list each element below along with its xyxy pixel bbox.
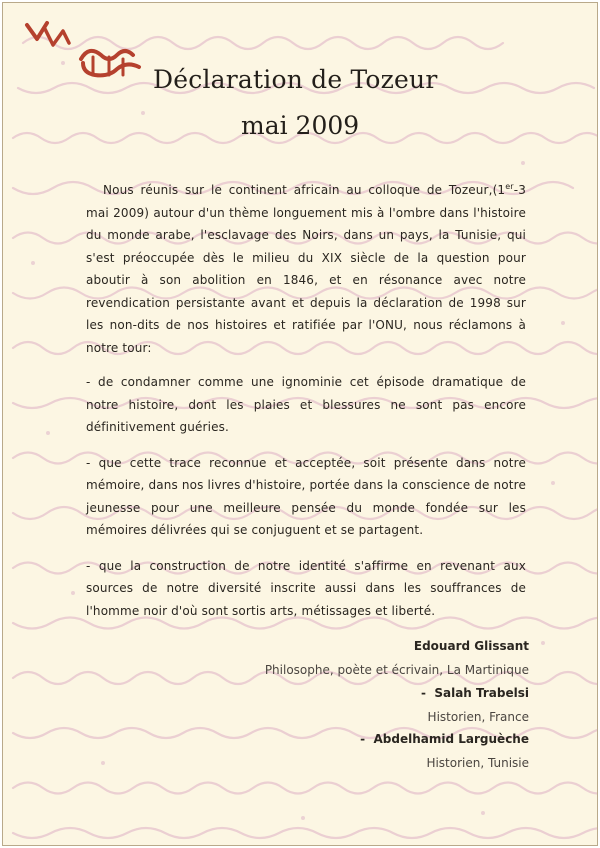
calligraphic-logo <box>23 17 153 97</box>
demand-paragraph-3: - que la construction de notre identité s'affirme en revenant aux sources de notre diversité inscrite aussi dans les souffrances de l'homme noir d'où sont sortis arts, métissages et liberté. <box>86 558 526 618</box>
signatory-role-3: Historien, Tunisie <box>426 756 529 770</box>
document-date: mai 2009 <box>241 111 360 140</box>
demand-paragraph-1: - de condamner comme une ignominie cet épisode dramatique de notre histoire, dont les plaies et blessures ne sont pas encore définitivement guéries. <box>86 375 526 434</box>
signatory-name-3: - Abdelhamid Larguèche <box>360 732 529 746</box>
signatory-role-1: Philosophe, poète et écrivain, La Martinique <box>264 663 529 677</box>
signatory-name-1: Edouard Glissant <box>413 639 529 653</box>
document-title: Déclaration de Tozeur <box>153 65 438 94</box>
declaration-body <box>86 179 526 635</box>
document-page <box>2 2 598 846</box>
demand-paragraph-2: - que cette trace reconnue et acceptée, soit présente dans notre mémoire, dans nos livres d'histoire, portée dans la conscience de notre jeunesse pour une meilleure pensée du monde fondée sur les mémoires délivrées qui se conjuguent et se partagent. <box>86 455 526 537</box>
intro-paragraph: Nous réunis sur le continent africain au colloque de Tozeur,(1er-3 mai 2009) autour d'un thème longuement mis à l'ombre dans l'histoire du monde arabe, l'esclavage des Noirs, dans un pays, la Tunisie, qui s'est préoccupée dès le milieu du XIX siècle de la question pour aboutir à son abolition en 1846, et en résonance avec notre revendication persistante avant et depuis la déclaration de 1998 sur les non-dits de nos histoires et ratifiée par l'ONU, nous réclamons à notre tour: <box>86 182 526 355</box>
signatory-role-2: Historien, France <box>427 710 529 724</box>
signatory-name-2: - Salah Trabelsi <box>421 686 529 700</box>
